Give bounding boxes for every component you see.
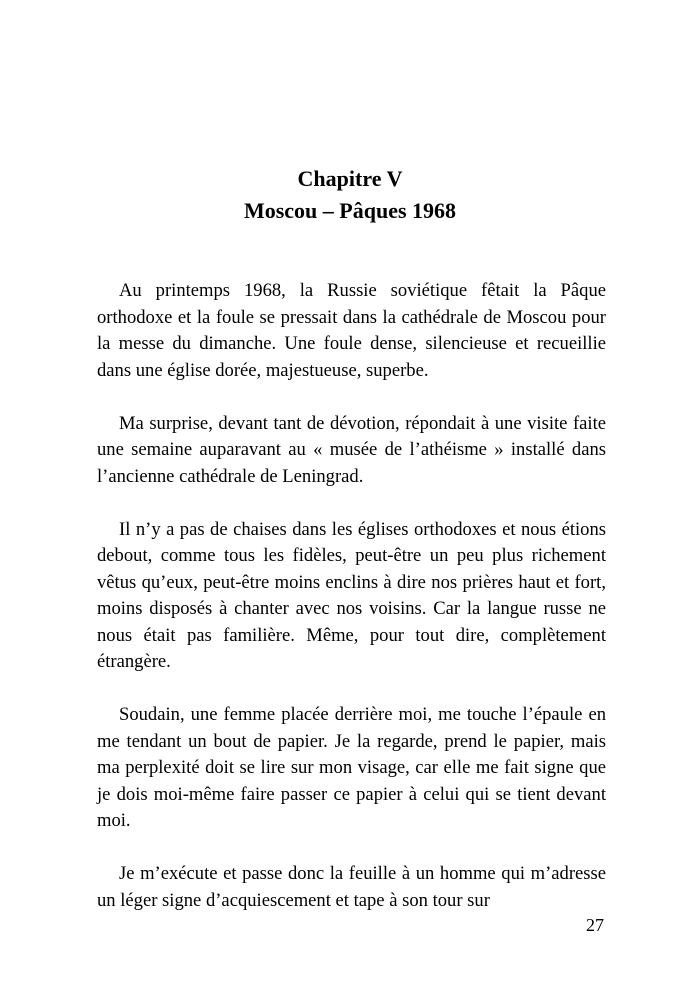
paragraph-1: Au printemps 1968, la Russie soviétique fêtait la Pâque orthodoxe et la foule se pressait dans la cathédrale de Moscou pour la messe du dimanche. Une foule dense, silencieuse et recueillie dans une église dorée, majestueuse, superbe. [97,280,606,381]
chapter-number: Chapitre V [297,166,403,191]
page-number: 27 [586,915,604,935]
body-text [97,278,606,941]
chapter-title: Moscou – Pâques 1968 [243,198,457,223]
paragraph-3: Il n’y a pas de chaises dans les églises orthodoxes et nous étions debout, comme tous les fidèles, peut-être un peu plus richement vêtus qu’eux, peut-être moins enclins à dire nos prières haut et fort, moins disposés à chanter avec nos voisins. Car la langue russe ne nous était pas familière. Même, pour tout dire, complètement étrangère. [97,518,606,672]
paragraph-5: Je m’exécute et passe donc la feuille à un homme qui m’adresse un léger signe d’acquiescement et tape à son tour sur [97,863,606,911]
paragraph-2: Ma surprise, devant tant de dévotion, répondait à une visite faite une semaine auparavant au « musée de l’athéisme » installé dans l’ancienne cathédrale de Leningrad. [97,412,606,487]
chapter-heading [0,163,700,227]
paragraph-4: Soudain, une femme placée derrière moi, me touche l’épaule en me tendant un bout de papier. Je la regarde, prend le papier, mais ma perplexité doit se lire sur mon visage, car elle me fait signe que je dois moi-même faire passer ce papier à celui qui se tient devant moi. [97,704,606,831]
